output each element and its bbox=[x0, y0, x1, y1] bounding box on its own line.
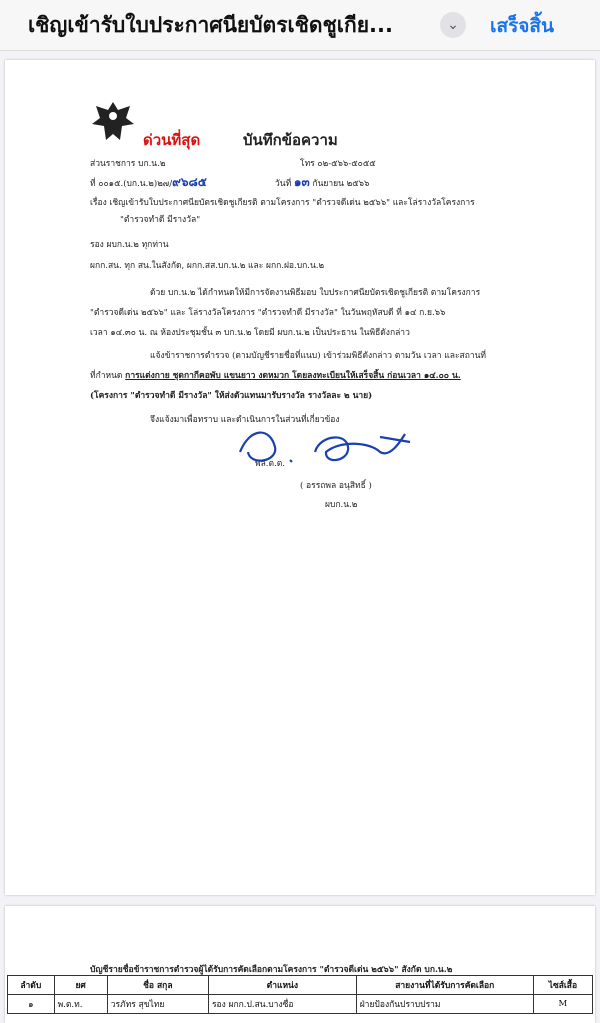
paragraph-1-line-2: "ตำรวจดีเด่น ๒๕๖๖" และ โล่รางวัลโครงการ "ตำรวจทำดี มีรางวัล" ในวันพฤหัสบดี ที่ ๑๔ ก.ย.๖๖ bbox=[90, 308, 446, 318]
recipient: รอง ผบก.น.๒ ทุกท่าน bbox=[90, 240, 169, 250]
cc-line: ผกก.สน. ทุก สน.ในสังกัด, ผกก.สส.บก.น.๒ และ ผกก.ฝอ.บก.น.๒ bbox=[90, 261, 325, 271]
ref-number: ที่ ๐๐๑๕.(บก.น.๒)๒๗/๙๖๘๕ bbox=[90, 175, 207, 189]
col-header: ชื่อ สกุล bbox=[107, 976, 208, 995]
memo-heading: บันทึกข้อความ bbox=[243, 131, 338, 149]
paragraph-1-line-1: ด้วย บก.น.๒ ได้กำหนดให้มีการจัดงานพิธีมอบ ใบประกาศนียบัตรเชิดชูเกียรติ ตามโครงการ bbox=[150, 288, 481, 298]
subject-line-1: เรื่อง เชิญเข้ารับใบประกาศนียบัตรเชิดชูเกียรติ ตามโครงการ "ตำรวจดีเด่น ๒๕๖๖" และโล่รางวัลโครงการ bbox=[90, 198, 475, 208]
cell-size: M bbox=[533, 995, 592, 1014]
closing-line: จึงแจ้งมาเพื่อทราบ และดำเนินการในส่วนที่เกี่ยวข้อง bbox=[150, 415, 340, 425]
paragraph-2-line-2: ที่กำหนด การแต่งกาย ชุดกากีคอพับ แขนยาว งดหมวก โดยลงทะเบียนให้เสร็จสิ้น ก่อนเวลา ๑๔.๐๐ น. bbox=[90, 371, 461, 381]
urgent-label: ด่วนที่สุด bbox=[143, 131, 201, 149]
signer-name: ( อรรถพล อนุสิทธิ์ ) bbox=[300, 481, 372, 491]
memo-date: วันที่ ๑๓ กันยายน ๒๕๖๖ bbox=[275, 175, 370, 189]
cell-unit: ฝ่ายป้องกันปราบปราม bbox=[356, 995, 533, 1014]
col-header: สายงานที่ได้รับการคัดเลือก bbox=[356, 976, 533, 995]
done-button[interactable]: เสร็จสิ้น bbox=[490, 15, 555, 37]
subject-line-2: "ตำรวจทำดี มีรางวัล" bbox=[120, 215, 201, 225]
col-header: ตำแหน่ง bbox=[208, 976, 356, 995]
table-row bbox=[8, 995, 593, 1014]
table-header-row bbox=[8, 976, 593, 995]
signer-title: ผบก.น.๒ bbox=[325, 500, 358, 510]
chevron-down-icon[interactable]: ⌄ bbox=[440, 12, 466, 38]
phone: โทร ๐๒-๕๖๖-๕๐๕๕ bbox=[300, 159, 376, 169]
col-header: ยศ bbox=[54, 976, 107, 995]
cell-order: ๑ bbox=[8, 995, 55, 1014]
cell-name: วรภัทร สุขไทย bbox=[107, 995, 208, 1014]
paragraph-1-line-3: เวลา ๑๔.๓๐ น. ณ ห้องประชุมชั้น ๓ บก.น.๒ โดยมี ผบก.น.๒ เป็นประธาน ในพิธีดังกล่าว bbox=[90, 328, 410, 338]
document-page-1 bbox=[5, 60, 595, 895]
col-header: ลำดับ bbox=[8, 976, 55, 995]
top-bar bbox=[0, 0, 600, 51]
signer-rank: พล.ต.ต. bbox=[255, 459, 285, 469]
cell-rank: พ.ต.ท. bbox=[54, 995, 107, 1014]
col-header: ไซส์เสื้อ bbox=[533, 976, 592, 995]
garuda-emblem-icon bbox=[90, 100, 136, 144]
cell-position: รอง ผกก.ป.สน.บางซื่อ bbox=[208, 995, 356, 1014]
agency: ส่วนราชการ บก.น.๒ bbox=[90, 159, 166, 169]
personnel-table bbox=[7, 975, 593, 1014]
list-caption: บัญชีรายชื่อข้าราชการตำรวจผู้ได้รับการคัดเลือกตามโครงการ "ตำรวจดีเด่น ๒๕๖๖" สังกัด บก.น.๒ bbox=[90, 965, 453, 975]
document-title: เชิญเข้ารับใบประกาศนียบัตรเชิดชูเกีย... bbox=[28, 13, 393, 37]
paragraph-2-line-1: แจ้งข้าราชการตำรวจ (ตามบัญชีรายชื่อที่แนบ) เข้าร่วมพิธีดังกล่าว ตามวัน เวลา และสถานที่ bbox=[150, 351, 487, 361]
paragraph-2-line-3: (โครงการ "ตำรวจทำดี มีรางวัล" ให้ส่งตัวแทนมารับรางวัล รางวัลละ ๒ นาย) bbox=[90, 391, 373, 401]
